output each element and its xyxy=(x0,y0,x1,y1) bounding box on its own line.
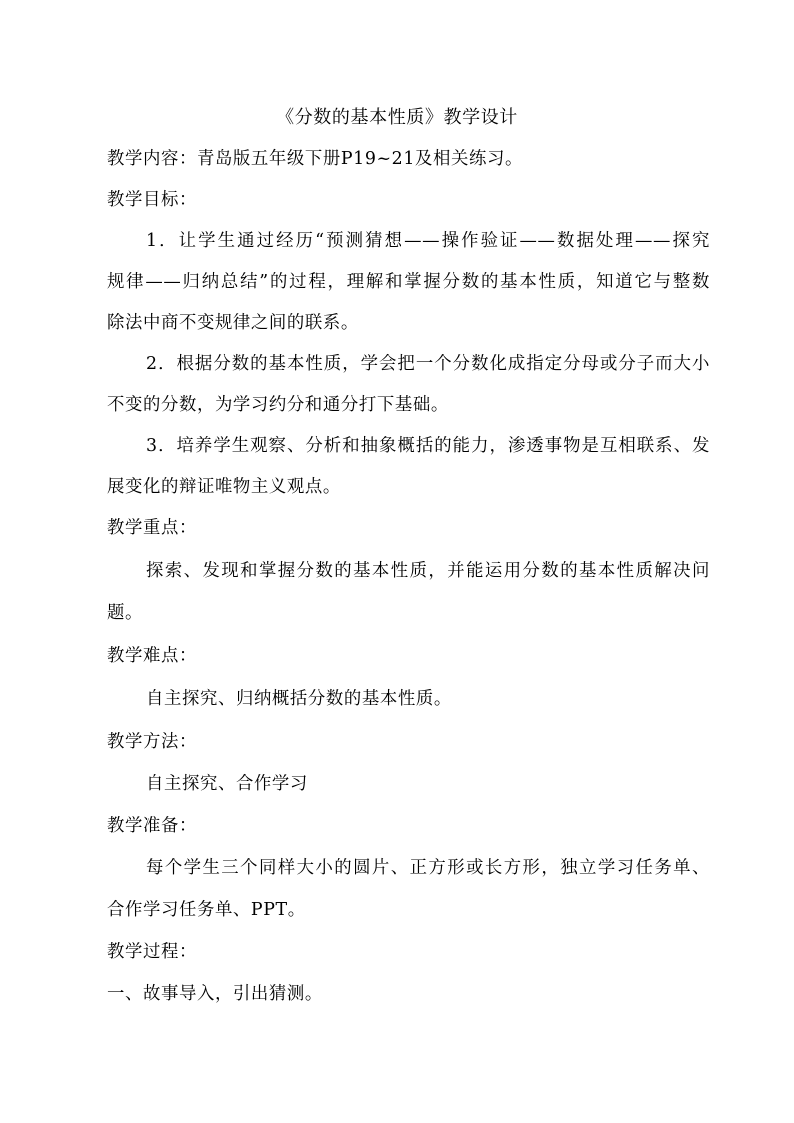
preparation-line-2: 合作学习任务单、PPT。 xyxy=(107,900,306,920)
preparation-heading: 教学准备： xyxy=(107,816,197,836)
objectives-heading: 教学目标： xyxy=(107,190,197,210)
methods-heading: 教学方法： xyxy=(107,732,197,752)
objective-1-line-1: 1．让学生通过经历“预测猜想——操作验证——数据处理——探究 xyxy=(146,231,710,251)
document-title: 《分数的基本性质》教学设计 xyxy=(276,107,518,128)
methods-text: 自主探究、合作学习 xyxy=(146,774,308,794)
objective-2-line-2: 不变的分数，为学习约分和通分打下基础。 xyxy=(107,395,449,415)
objective-1-line-3: 除法中商不变规律之间的联系。 xyxy=(107,313,359,333)
process-heading: 教学过程： xyxy=(107,942,197,962)
key-points-line-1: 探索、发现和掌握分数的基本性质，并能运用分数的基本性质解决问 xyxy=(146,561,710,581)
difficulties-text: 自主探究、归纳概括分数的基本性质。 xyxy=(146,689,452,709)
key-points-line-2: 题。 xyxy=(107,603,143,623)
difficulties-heading: 教学难点： xyxy=(107,646,197,666)
teaching-content-line: 教学内容：青岛版五年级下册P19~21及相关练习。 xyxy=(107,149,523,169)
objective-3-line-1: 3．培养学生观察、分析和抽象概括的能力，渗透事物是互相联系、发 xyxy=(146,436,710,456)
key-points-heading: 教学重点： xyxy=(107,518,197,538)
objective-1-line-2: 规律——归纳总结”的过程，理解和掌握分数的基本性质，知道它与整数 xyxy=(107,272,710,292)
process-step-1: 一、故事导入，引出猜测。 xyxy=(107,984,323,1004)
objective-3-line-2: 展变化的辩证唯物主义观点。 xyxy=(107,477,341,497)
objective-2-line-1: 2．根据分数的基本性质，学会把一个分数化成指定分母或分子而大小 xyxy=(146,354,710,374)
preparation-line-1: 每个学生三个同样大小的圆片、正方形或长方形，独立学习任务单、 xyxy=(146,858,710,878)
